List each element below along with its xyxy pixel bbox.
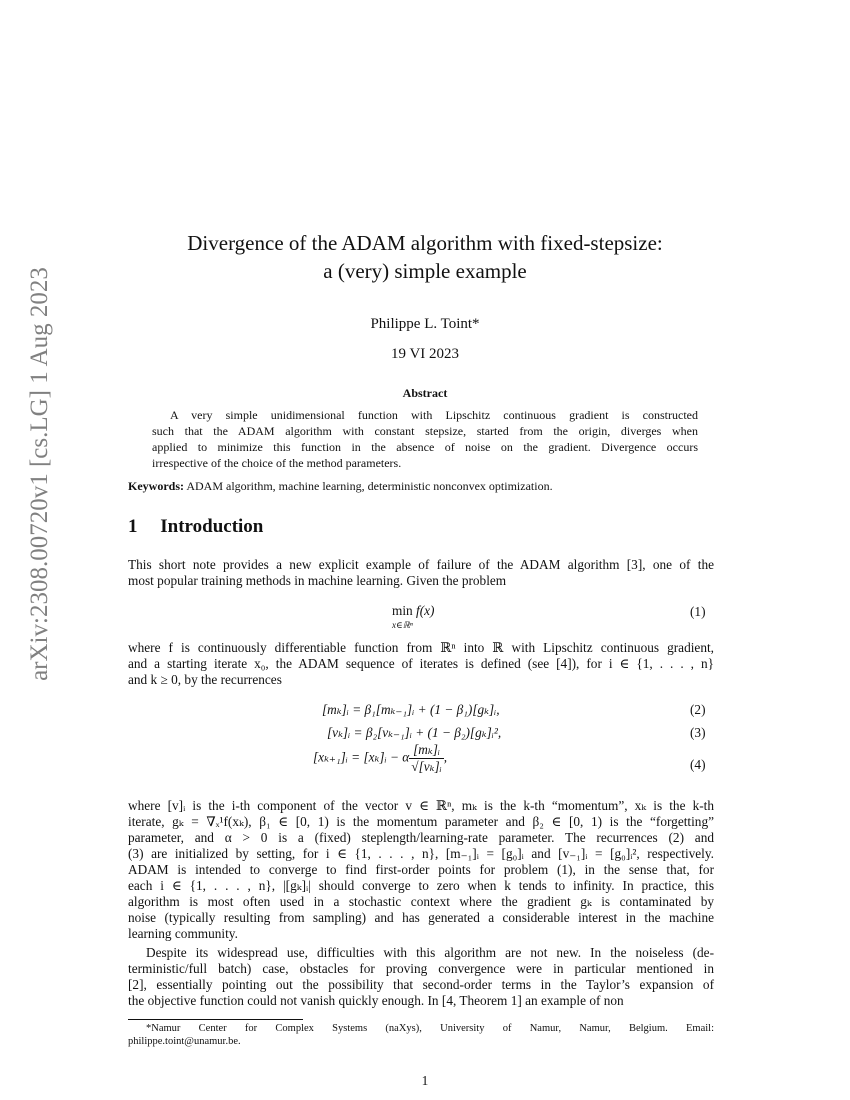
eq4-denominator: √[vₖ]ᵢ	[411, 759, 442, 774]
paragraph-line: learning community.	[128, 926, 238, 941]
eq4-lhs: [xₖ₊₁]ᵢ =	[313, 749, 364, 765]
abstract-line: irrespective of the choice of the method parameters.	[152, 456, 402, 470]
paragraph-line: ADAM is intended to converge to find first-order points for problem (1), in the sense that, for	[128, 862, 714, 877]
paragraph-line: each i ∈ {1, . . . , n}, |[gₖ]ᵢ| should converge to zero when k tends to infinity. In practice, this	[128, 878, 714, 893]
paragraph-line: (3) are initialized by setting, for i ∈ {1, . . . , n}, [m₋₁]ᵢ = [g₀]ᵢ and [v₋₁]ᵢ = [g₀]ᵢ², respectively.	[128, 846, 714, 861]
paragraph-line: iterate, gₖ = ∇ₓ¹f(xₖ), β₁ ∈ [0, 1) is the momentum parameter and β₂ ∈ [0, 1) is the “forgetting”	[128, 814, 714, 829]
page-number: 1	[421, 1073, 429, 1088]
abstract-line: applied to minimize this function in the absence of noise on the gradient. Divergence occurs	[152, 440, 698, 454]
paragraph-line: and a starting iterate x₀, the ADAM sequence of iterates is defined (see [4]), for i ∈ {1, . . . , n}	[128, 656, 714, 671]
paragraph-line: Despite its widespread use, difficulties with this algorithm are not new. In the noiseless (de-	[146, 945, 714, 960]
paragraph-line: This short note provides a new explicit example of failure of the ADAM algorithm [3], one of the	[128, 557, 714, 572]
footnote-line: philippe.toint@unamur.be.	[128, 1036, 241, 1047]
footnote-rule	[128, 1019, 303, 1020]
eq4-number: (4)	[690, 757, 706, 772]
paragraph-line: where [v]ᵢ is the i-th component of the vector v ∈ ℝⁿ, mₖ is the k-th “momentum”, xₖ is the k-th	[128, 798, 714, 813]
footnote-line: *Namur Center for Complex Systems (naXys), University of Namur, Namur, Belgium. Email:	[146, 1023, 714, 1034]
eq3-rhs: β₂[vₖ₋₁]ᵢ + (1 − β₂)[gₖ]ᵢ²,	[365, 725, 502, 740]
eq2-rhs: β₁[mₖ₋₁]ᵢ + (1 − β₁)[gₖ]ᵢ,	[364, 702, 500, 717]
equation-4	[313, 742, 447, 775]
paragraph-line: algorithm is most often used in a stochastic context where the gradient gₖ is contaminated by	[128, 894, 714, 909]
abstract-line: A very simple unidimensional function with Lipschitz continuous gradient is constructed	[170, 408, 698, 422]
abstract-heading: Abstract	[402, 386, 448, 400]
eq4-numerator: [mₖ]ᵢ	[409, 742, 444, 759]
eq2-number: (2)	[690, 702, 706, 717]
equation-1	[392, 603, 434, 635]
eq4-fraction	[409, 742, 444, 775]
paragraph-line: noise (typically resulting from sampling) and has generated a considerable interest in the machine	[128, 910, 714, 925]
paragraph-line: most popular training methods in machine learning. Given the problem	[128, 573, 507, 588]
eq4-tail: ,	[443, 749, 448, 765]
paper-title-line-2: a (very) simple example	[323, 259, 527, 283]
eq1-sub: x∈ℝⁿ	[392, 620, 413, 630]
section-heading	[128, 516, 263, 538]
paragraph-line: and k ≥ 0, by the recurrences	[128, 672, 282, 687]
section-number: 1	[128, 516, 138, 537]
section-title: Introduction	[160, 516, 264, 537]
paragraph-line: the objective function could not vanish quickly enough. In [4, Theorem 1] an example of non	[128, 993, 624, 1008]
abstract-line: such that the ADAM algorithm with constant stepsize, started from the origin, diverges when	[152, 424, 698, 438]
paragraph-line: where f is continuously differentiable function from ℝⁿ into ℝ with Lipschitz continuous gradient,	[128, 640, 714, 655]
eq1-min: min	[392, 603, 413, 618]
keywords	[128, 479, 553, 494]
paragraph-line: parameter, and α > 0 is a (fixed) steplength/learning-rate parameter. The recurrences (2) and	[128, 830, 714, 845]
eq2-lhs: [mₖ]ᵢ =	[322, 702, 365, 717]
keywords-label: Keywords:	[128, 479, 184, 493]
eq3-lhs: [vₖ]ᵢ =	[327, 725, 366, 740]
author: Philippe L. Toint*	[370, 316, 480, 332]
arxiv-stamp: arXiv:2308.00720v1 [cs.LG] 1 Aug 2023	[26, 267, 53, 681]
equation-2	[322, 702, 500, 718]
eq1-number: (1)	[690, 604, 706, 619]
eq4-rhs: [xₖ]ᵢ − α	[363, 749, 410, 765]
eq3-number: (3)	[690, 725, 706, 740]
paragraph-line: [2], essentially pointing out the possibility that second-order terms in the Taylor’s expansion of	[128, 977, 714, 992]
equation-3	[327, 725, 501, 741]
paragraph-line: terministic/full batch) case, obstacles for proving convergence were in particular mentioned in	[128, 961, 714, 976]
keywords-text: ADAM algorithm, machine learning, deterministic nonconvex optimization.	[186, 479, 553, 493]
date: 19 VI 2023	[390, 346, 460, 362]
eq1-body: f(x)	[416, 603, 435, 618]
paper-title-line-1: Divergence of the ADAM algorithm with fixed-stepsize:	[187, 231, 663, 255]
